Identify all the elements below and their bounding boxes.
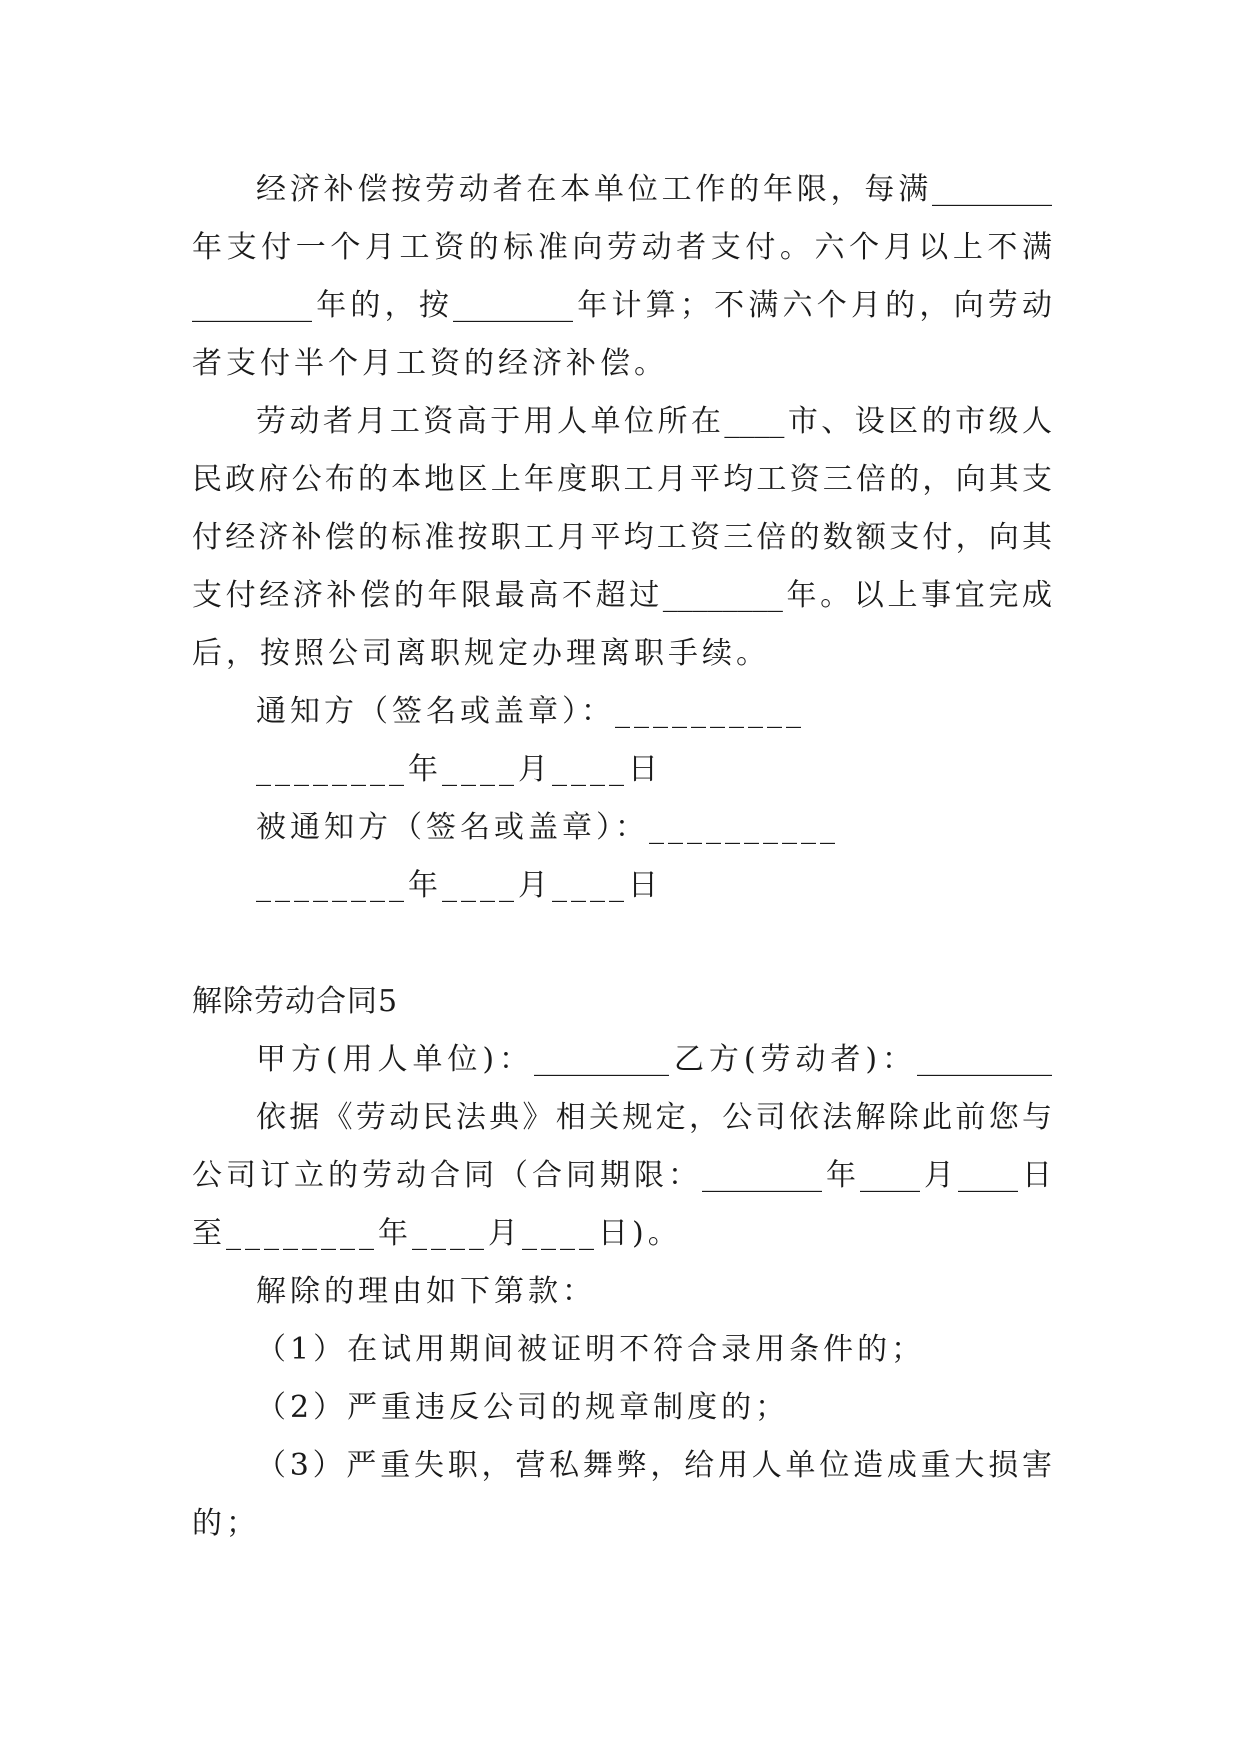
reason-item: （3）严重失职，营私舞弊，给用人单位造成重大损害	[256, 1448, 1052, 1483]
paragraph-line: 民政府公布的本地区上年度职工月平均工资三倍的，向其支	[192, 462, 1052, 497]
reason-item-continuation: 的；	[192, 1506, 260, 1541]
paragraph-line: ________年的，按________年计算；不满六个月的，向劳动	[192, 288, 1052, 323]
paragraph-line: 依据《劳动民法典》相关规定，公司依法解除此前您与	[256, 1100, 1052, 1135]
paragraph-line: 劳动者月工资高于用人单位所在____市、设区的市级人	[256, 404, 1052, 439]
paragraph-line: 经济补偿按劳动者在本单位工作的年限，每满________	[256, 172, 1052, 207]
paragraph-line: 支付经济补偿的年限最高不超过________年。以上事宜完成	[192, 578, 1052, 613]
notified-signature-line: 被通知方（签名或盖章）：__________	[256, 810, 839, 845]
notifier-date-line: ________年____月____日	[256, 752, 662, 787]
paragraph-line: 公司订立的劳动合同（合同期限：________年____月____日	[192, 1158, 1052, 1193]
reason-item: （1）在试用期间被证明不符合录用条件的；	[256, 1332, 926, 1367]
paragraph-line: 年支付一个月工资的标准向劳动者支付。六个月以上不满	[192, 230, 1052, 265]
notified-date-line: ________年____月____日	[256, 868, 662, 903]
reason-item: （2）严重违反公司的规章制度的；	[256, 1390, 790, 1425]
notifier-signature-line: 通知方（签名或盖章）：__________	[256, 694, 805, 729]
section-title: 解除劳动合同5	[192, 984, 399, 1019]
paragraph-line: 至________年____月____日)。	[192, 1216, 682, 1251]
parties-line: 甲方(用人单位)：_________乙方(劳动者)：_________	[256, 1042, 1052, 1077]
paragraph-line: 后，按照公司离职规定办理离职手续。	[192, 636, 770, 671]
reasons-heading: 解除的理由如下第款：	[256, 1274, 596, 1309]
paragraph-line: 付经济补偿的标准按职工月平均工资三倍的数额支付，向其	[192, 520, 1052, 555]
paragraph-line: 者支付半个月工资的经济补偿。	[192, 346, 668, 381]
